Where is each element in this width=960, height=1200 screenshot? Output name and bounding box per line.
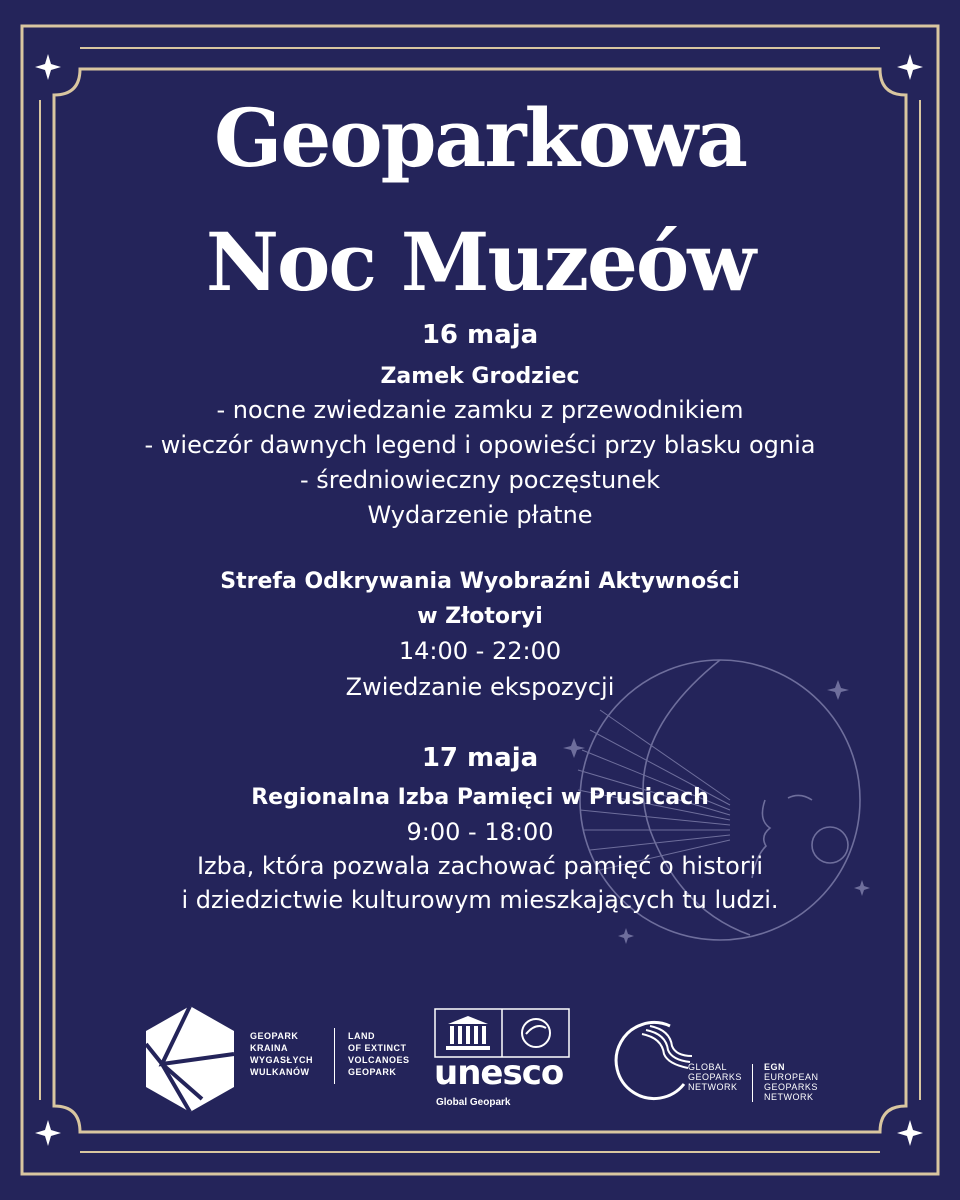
geopark-hexagon-logo: [142, 1004, 238, 1114]
day1-date: 16 maja: [421, 320, 539, 350]
venue3-name: Regionalna Izba Pamięci w Prusicach: [251, 785, 709, 810]
venue1-note: Wydarzenie płatne: [367, 501, 593, 529]
geopark-pl-line: KRAINA: [250, 1043, 288, 1053]
venue1-name: Zamek Grodziec: [380, 364, 580, 389]
ggn-line: GEOPARKS: [688, 1072, 742, 1082]
unesco-emblem-icon: [434, 1008, 570, 1058]
logo-divider: [334, 1028, 335, 1084]
ggn-line: GLOBAL: [688, 1062, 728, 1072]
geopark-en-line: VOLCANOES: [348, 1055, 410, 1065]
unesco-wordmark: unesco: [434, 1053, 564, 1093]
geopark-en-line: GEOPARK: [348, 1067, 397, 1077]
page-title-line-1: Geoparkowa: [214, 91, 746, 185]
geopark-pl-line: WULKANÓW: [250, 1067, 310, 1077]
egn-line: GEOPARKS: [764, 1082, 818, 1092]
venue3-hours: 9:00 - 18:00: [406, 818, 554, 846]
venue1-item: - średniowieczny poczęstunek: [299, 466, 661, 494]
geopark-pl-line: GEOPARK: [250, 1031, 299, 1041]
venue1-item: - wieczór dawnych legend i opowieści przy blasku ognia: [144, 431, 816, 459]
partner-logos: [0, 1000, 960, 1130]
unesco-subtitle: Global Geopark: [436, 1097, 511, 1108]
geopark-en-line: LAND: [348, 1031, 375, 1041]
venue2-description: Zwiedzanie ekspozycji: [345, 673, 615, 701]
ggn-logo-icon: [612, 1014, 692, 1104]
logo-divider: [752, 1064, 753, 1102]
venue2-name-line-1: Strefa Odkrywania Wyobraźni Aktywności: [220, 569, 740, 594]
geopark-en-line: OF EXTINCT: [348, 1043, 407, 1053]
venue2-hours: 14:00 - 22:00: [398, 637, 562, 665]
egn-line: EUROPEAN: [764, 1072, 819, 1082]
venue3-description-line-2: i dziedzictwie kulturowym mieszkających tu ludzi.: [181, 886, 779, 914]
geopark-pl-line: WYGASŁYCH: [250, 1055, 313, 1065]
day2-date: 17 maja: [421, 743, 539, 773]
egn-line: EGN: [764, 1062, 786, 1072]
venue1-item: - nocne zwiedzanie zamku z przewodnikiem: [216, 396, 744, 424]
venue3-description-line-1: Izba, która pozwala zachować pamięć o historii: [196, 852, 764, 880]
ggn-line: NETWORK: [688, 1082, 738, 1092]
page-title-line-2: Noc Muzeów: [205, 215, 755, 309]
venue2-name-line-2: w Złotoryi: [417, 604, 543, 629]
egn-line: NETWORK: [764, 1092, 814, 1102]
